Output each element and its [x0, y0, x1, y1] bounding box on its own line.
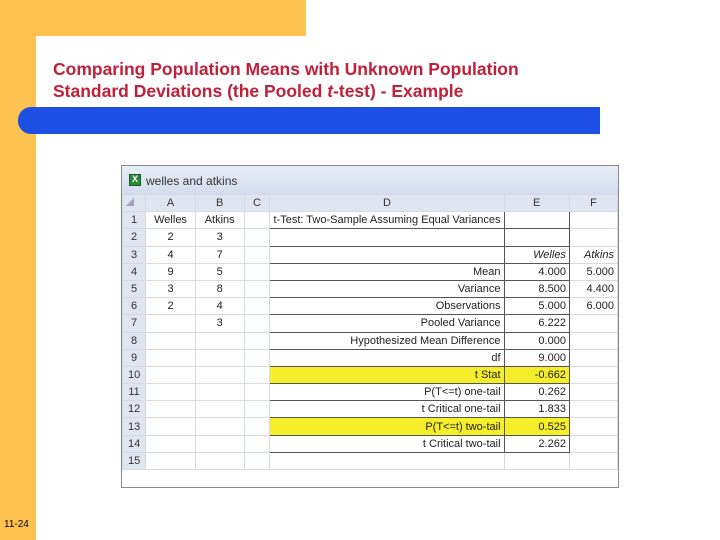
- slide-number: 11-24: [4, 519, 29, 530]
- slide-frame-left: [0, 0, 36, 540]
- cell-d15[interactable]: [270, 452, 504, 469]
- row-header[interactable]: 10: [123, 366, 146, 383]
- cell-e9[interactable]: 9.000: [504, 349, 569, 366]
- title-line-1: Comparing Population Means with Unknown Population: [53, 59, 519, 79]
- sheet-row: [123, 246, 618, 263]
- slide-frame-top: [0, 0, 306, 36]
- cell-c11[interactable]: [244, 384, 270, 401]
- cell-e5[interactable]: 8.500: [504, 280, 569, 297]
- cell-c4[interactable]: [244, 263, 270, 280]
- cell-b14[interactable]: [195, 435, 244, 452]
- row-header[interactable]: 8: [123, 332, 146, 349]
- cell-d8[interactable]: Hypothesized Mean Difference: [270, 332, 504, 349]
- sheet-row: [123, 315, 618, 332]
- sheet-row: [123, 229, 618, 246]
- cell-f10[interactable]: [569, 366, 617, 383]
- cell-f12[interactable]: [569, 401, 617, 418]
- row-header[interactable]: 7: [123, 315, 146, 332]
- sheet-row: [123, 401, 618, 418]
- cell-c14[interactable]: [244, 435, 270, 452]
- column-header-c[interactable]: C: [244, 195, 270, 212]
- row-header[interactable]: 5: [123, 280, 146, 297]
- cell-a7[interactable]: [146, 315, 196, 332]
- cell-e10[interactable]: -0.662: [504, 366, 569, 383]
- cell-b1[interactable]: Atkins: [195, 212, 244, 229]
- cell-c5[interactable]: [244, 280, 270, 297]
- cell-e8[interactable]: 0.000: [504, 332, 569, 349]
- column-header-f[interactable]: F: [569, 195, 617, 212]
- cell-e4[interactable]: 4.000: [504, 263, 569, 280]
- cell-f7[interactable]: [569, 315, 617, 332]
- cell-d2[interactable]: [270, 229, 504, 246]
- cell-e12[interactable]: 1.833: [504, 401, 569, 418]
- cell-b5[interactable]: 8: [195, 280, 244, 297]
- cell-c2[interactable]: [244, 229, 270, 246]
- column-header-a[interactable]: A: [146, 195, 196, 212]
- cell-a14[interactable]: [146, 435, 196, 452]
- cell-e2[interactable]: [504, 229, 569, 246]
- column-header-e[interactable]: E: [504, 195, 569, 212]
- title-line-2a: Standard Deviations (the Pooled: [53, 81, 328, 101]
- cell-e7[interactable]: 6.222: [504, 315, 569, 332]
- cell-f11[interactable]: [569, 384, 617, 401]
- cell-a12[interactable]: [146, 401, 196, 418]
- cell-b9[interactable]: [195, 349, 244, 366]
- cell-f4[interactable]: 5.000: [569, 263, 617, 280]
- cell-a8[interactable]: [146, 332, 196, 349]
- sheet-row: [123, 435, 618, 452]
- cell-b8[interactable]: [195, 332, 244, 349]
- cell-a13[interactable]: [146, 418, 196, 435]
- select-all-corner[interactable]: [123, 195, 146, 212]
- cell-d13[interactable]: P(T<=t) two-tail: [270, 418, 504, 435]
- cell-f3[interactable]: Atkins: [569, 246, 617, 263]
- cell-f14[interactable]: [569, 435, 617, 452]
- cell-c7[interactable]: [244, 315, 270, 332]
- cell-a3[interactable]: 4: [146, 246, 196, 263]
- window-titlebar: [122, 166, 618, 195]
- cell-c12[interactable]: [244, 401, 270, 418]
- spreadsheet-window: [121, 165, 619, 488]
- cell-d12[interactable]: t Critical one-tail: [270, 401, 504, 418]
- spreadsheet-grid: [122, 194, 618, 470]
- cell-e6[interactable]: 5.000: [504, 298, 569, 315]
- cell-b6[interactable]: 4: [195, 298, 244, 315]
- cell-c9[interactable]: [244, 349, 270, 366]
- cell-a1[interactable]: Welles: [146, 212, 196, 229]
- cell-b10[interactable]: [195, 366, 244, 383]
- column-header-b[interactable]: B: [195, 195, 244, 212]
- cell-d14[interactable]: t Critical two-tail: [270, 435, 504, 452]
- cell-e14[interactable]: 2.262: [504, 435, 569, 452]
- row-header[interactable]: 4: [123, 263, 146, 280]
- cell-f2[interactable]: [569, 229, 617, 246]
- cell-b4[interactable]: 5: [195, 263, 244, 280]
- sheet-row: [123, 366, 618, 383]
- row-header[interactable]: 14: [123, 435, 146, 452]
- cell-c6[interactable]: [244, 298, 270, 315]
- sheet-row: [123, 349, 618, 366]
- cell-e3[interactable]: Welles: [504, 246, 569, 263]
- sheet-row: [123, 418, 618, 435]
- cell-f9[interactable]: [569, 349, 617, 366]
- sheet-row: [123, 280, 618, 297]
- row-header[interactable]: 11: [123, 384, 146, 401]
- cell-d7[interactable]: Pooled Variance: [270, 315, 504, 332]
- cell-a11[interactable]: [146, 384, 196, 401]
- title-italic-t: t: [327, 81, 334, 101]
- cell-e13[interactable]: 0.525: [504, 418, 569, 435]
- cell-d11[interactable]: P(T<=t) one-tail: [270, 384, 504, 401]
- cell-d10[interactable]: t Stat: [270, 366, 504, 383]
- cell-f1[interactable]: [569, 212, 617, 229]
- cell-b15[interactable]: [195, 452, 244, 469]
- row-header[interactable]: 9: [123, 349, 146, 366]
- cell-b13[interactable]: [195, 418, 244, 435]
- sheet-row: [123, 384, 618, 401]
- row-header[interactable]: 15: [123, 452, 146, 469]
- cell-e1[interactable]: [504, 212, 569, 229]
- cell-b12[interactable]: [195, 401, 244, 418]
- cell-c10[interactable]: [244, 366, 270, 383]
- cell-e11[interactable]: 0.262: [504, 384, 569, 401]
- sheet-row: [123, 212, 618, 229]
- cell-d3[interactable]: [270, 246, 504, 263]
- cell-a4[interactable]: 9: [146, 263, 196, 280]
- sheet-row: [123, 263, 618, 280]
- cell-a15[interactable]: [146, 452, 196, 469]
- cell-f15[interactable]: [569, 452, 617, 469]
- cell-c8[interactable]: [244, 332, 270, 349]
- cell-d9[interactable]: df: [270, 349, 504, 366]
- column-header-d[interactable]: D: [270, 195, 504, 212]
- excel-icon: [129, 174, 141, 186]
- accent-bar: [18, 107, 600, 134]
- window-title: welles and atkins: [146, 174, 238, 188]
- cell-e15[interactable]: [504, 452, 569, 469]
- row-header[interactable]: 3: [123, 246, 146, 263]
- cell-f5[interactable]: 4.400: [569, 280, 617, 297]
- cell-a2[interactable]: 2: [146, 229, 196, 246]
- row-header[interactable]: 12: [123, 401, 146, 418]
- cell-f6[interactable]: 6.000: [569, 298, 617, 315]
- sheet-row: [123, 298, 618, 315]
- sheet-row: [123, 332, 618, 349]
- cell-c15[interactable]: [244, 452, 270, 469]
- row-header[interactable]: 2: [123, 229, 146, 246]
- cell-c13[interactable]: [244, 418, 270, 435]
- row-header[interactable]: 1: [123, 212, 146, 229]
- row-header[interactable]: 13: [123, 418, 146, 435]
- cell-f13[interactable]: [569, 418, 617, 435]
- slide-title: [53, 58, 653, 102]
- cell-a6[interactable]: 2: [146, 298, 196, 315]
- cell-c3[interactable]: [244, 246, 270, 263]
- cell-a9[interactable]: [146, 349, 196, 366]
- row-header[interactable]: 6: [123, 298, 146, 315]
- cell-c1[interactable]: [244, 212, 270, 229]
- cell-b2[interactable]: 3: [195, 229, 244, 246]
- cell-b7[interactable]: 3: [195, 315, 244, 332]
- cell-a10[interactable]: [146, 366, 196, 383]
- cell-b3[interactable]: 7: [195, 246, 244, 263]
- sheet-row: [123, 452, 618, 469]
- cell-a5[interactable]: 3: [146, 280, 196, 297]
- title-line-2b: -test) - Example: [333, 81, 464, 101]
- cell-d1[interactable]: t-Test: Two-Sample Assuming Equal Variances: [270, 212, 504, 229]
- cell-b11[interactable]: [195, 384, 244, 401]
- cell-d4[interactable]: Mean: [270, 263, 504, 280]
- cell-d6[interactable]: Observations: [270, 298, 504, 315]
- cell-f8[interactable]: [569, 332, 617, 349]
- cell-d5[interactable]: Variance: [270, 280, 504, 297]
